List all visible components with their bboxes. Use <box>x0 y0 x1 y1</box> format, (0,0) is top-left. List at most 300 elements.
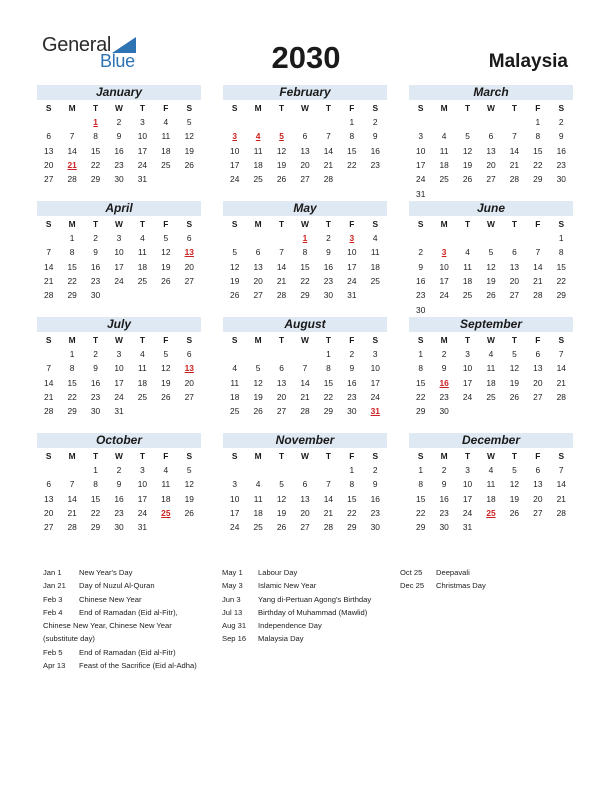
day-cell: 25 <box>137 276 148 287</box>
empty-day-cell <box>340 172 363 186</box>
day-cell: 18 <box>486 377 496 388</box>
week-row <box>409 477 573 491</box>
month-header: July <box>37 317 201 332</box>
day-cell: 28 <box>44 290 54 301</box>
day-cell: 13 <box>533 363 543 374</box>
country-name: Malaysia <box>488 51 568 72</box>
day-cell: 11 <box>161 131 171 142</box>
day-cell: 11 <box>463 261 472 272</box>
empty-day-cell <box>550 187 573 201</box>
weekday-label: M <box>440 102 448 113</box>
holiday-day-cell: 13 <box>184 247 194 258</box>
day-cell: 17 <box>370 377 380 388</box>
weekday-label: T <box>325 102 331 113</box>
week-row <box>409 245 573 259</box>
empty-day-cell <box>432 303 455 317</box>
holiday-entry <box>43 579 197 592</box>
day-cell: 8 <box>558 247 564 258</box>
day-cell: 2 <box>441 464 447 475</box>
day-cell: 22 <box>67 276 77 287</box>
day-cell: 22 <box>533 160 543 171</box>
weekday-header-row <box>223 101 387 115</box>
holiday-date: May 1 <box>222 568 243 577</box>
day-cell: 21 <box>44 276 54 287</box>
day-cell: 15 <box>90 145 101 156</box>
empty-day-cell <box>526 303 549 317</box>
day-cell: 2 <box>418 247 424 258</box>
weekday-header-row <box>409 217 573 231</box>
month-header: June <box>409 201 573 216</box>
weekday-label: T <box>278 102 285 113</box>
weekday-header-row <box>409 449 573 463</box>
day-cell: 28 <box>323 174 334 185</box>
day-cell: 1 <box>326 348 331 359</box>
day-cell: 30 <box>347 406 357 417</box>
holiday-name: Christmas Day <box>436 581 486 591</box>
empty-day-cell <box>293 347 316 361</box>
empty-day-cell <box>432 115 455 129</box>
weekday-label: T <box>139 218 145 229</box>
holiday-name: Labour Day <box>258 568 298 577</box>
weekday-label: M <box>440 450 448 461</box>
weekday-label: M <box>68 334 76 345</box>
weekday-label: T <box>464 334 471 345</box>
day-cell: 1 <box>535 116 541 127</box>
holiday-day-cell: 1 <box>93 116 98 127</box>
day-cell: 8 <box>93 131 98 142</box>
day-cell: 14 <box>44 261 54 272</box>
day-cell: 17 <box>114 377 124 388</box>
week-row <box>409 404 573 418</box>
day-cell: 17 <box>137 493 148 504</box>
day-cell: 2 <box>93 232 98 243</box>
day-cell: 18 <box>137 377 148 388</box>
holiday-day-cell: 3 <box>441 247 447 258</box>
day-cell: 4 <box>140 348 145 359</box>
day-cell: 8 <box>349 131 355 142</box>
day-cell: 24 <box>462 508 473 519</box>
day-cell: 27 <box>44 174 54 185</box>
weekday-label: S <box>45 218 52 229</box>
weekday-label: F <box>535 334 541 345</box>
holiday-date: Feb 4 <box>43 607 63 617</box>
day-cell: 6 <box>535 348 541 359</box>
day-cell: 26 <box>486 290 496 301</box>
weekday-label: S <box>417 218 424 229</box>
day-cell: 6 <box>512 247 517 258</box>
day-cell: 29 <box>90 174 101 185</box>
day-cell: 15 <box>416 493 426 504</box>
holiday-name: End of Ramadan (Eid al-Fitr) <box>79 647 176 657</box>
day-cell: 12 <box>509 479 520 490</box>
day-cell: 20 <box>533 493 543 504</box>
week-row <box>223 376 387 390</box>
empty-day-cell <box>246 231 269 245</box>
day-cell: 31 <box>137 522 148 533</box>
day-cell: 28 <box>556 508 566 519</box>
weekday-header-row <box>409 101 573 115</box>
empty-day-cell <box>178 404 201 418</box>
week-row <box>37 463 201 477</box>
week-row <box>37 144 201 158</box>
weekday-label: F <box>349 450 355 461</box>
day-cell: 30 <box>439 522 449 533</box>
day-cell: 22 <box>416 392 426 403</box>
day-cell: 23 <box>114 508 124 519</box>
day-cell: 10 <box>230 493 240 504</box>
day-cell: 1 <box>418 464 424 475</box>
empty-day-cell <box>131 288 154 302</box>
empty-day-cell <box>364 172 387 186</box>
day-cell: 19 <box>276 160 287 171</box>
empty-day-cell <box>270 463 293 477</box>
empty-day-cell <box>456 187 479 201</box>
weekday-label: S <box>45 334 52 345</box>
day-cell: 4 <box>488 348 494 359</box>
day-cell: 19 <box>184 145 194 156</box>
week-row <box>37 477 201 491</box>
empty-day-cell <box>154 404 177 418</box>
holiday-date: Feb 5 <box>43 647 63 657</box>
holiday-day-cell: 13 <box>184 363 194 374</box>
holiday-day-cell: 25 <box>161 508 171 519</box>
holiday-date: Jan 21 <box>43 581 66 591</box>
day-cell: 7 <box>326 131 331 142</box>
weekday-label: T <box>464 102 471 113</box>
week-row <box>37 347 201 361</box>
weekday-label: S <box>231 334 238 345</box>
week-row <box>409 303 573 317</box>
week-row <box>37 288 201 302</box>
week-row <box>223 115 387 129</box>
holiday-list-col-2 <box>222 566 371 646</box>
day-cell: 28 <box>556 392 566 403</box>
day-cell: 6 <box>302 479 308 490</box>
week-row <box>409 390 573 404</box>
month-august <box>223 317 387 419</box>
day-cell: 22 <box>67 392 77 403</box>
day-cell: 9 <box>349 363 355 374</box>
day-cell: 12 <box>276 493 287 504</box>
day-cell: 3 <box>140 464 145 475</box>
day-cell: 24 <box>370 392 380 403</box>
empty-day-cell <box>246 463 269 477</box>
holiday-day-cell: 31 <box>370 406 380 417</box>
day-cell: 26 <box>230 290 240 301</box>
day-cell: 14 <box>276 261 287 272</box>
month-header: February <box>223 85 387 100</box>
day-cell: 25 <box>462 290 473 301</box>
day-cell: 7 <box>46 363 52 374</box>
day-cell: 10 <box>439 261 449 272</box>
day-cell: 28 <box>533 290 543 301</box>
holiday-date: Jan 1 <box>43 568 62 577</box>
day-cell: 22 <box>90 160 101 171</box>
month-header: March <box>409 85 573 100</box>
month-header: May <box>223 201 387 216</box>
day-cell: 27 <box>184 276 194 287</box>
weekday-header-row <box>37 217 201 231</box>
day-cell: 27 <box>509 290 520 301</box>
day-cell: 16 <box>416 276 426 287</box>
month-october <box>37 433 201 535</box>
holiday-day-cell: 1 <box>302 232 308 243</box>
weekday-label: M <box>68 450 76 461</box>
holiday-date: Jul 13 <box>222 607 243 617</box>
day-cell: 12 <box>230 261 240 272</box>
weekday-label: M <box>254 218 262 229</box>
day-cell: 7 <box>279 247 284 258</box>
empty-day-cell <box>131 404 154 418</box>
day-cell: 19 <box>184 493 194 504</box>
day-cell: 26 <box>184 160 194 171</box>
day-cell: 25 <box>370 276 380 287</box>
day-cell: 2 <box>558 116 564 127</box>
day-cell: 20 <box>184 377 194 388</box>
day-cell: 14 <box>67 145 77 156</box>
weekday-label: W <box>115 450 123 461</box>
week-row <box>37 158 201 172</box>
empty-day-cell <box>456 115 479 129</box>
day-cell: 4 <box>232 363 238 374</box>
day-cell: 15 <box>533 145 543 156</box>
holiday-name: Day of Nuzul Al-Quran <box>79 581 155 591</box>
day-cell: 23 <box>114 160 124 171</box>
empty-day-cell <box>37 115 60 129</box>
holiday-day-cell: 3 <box>232 131 238 142</box>
day-cell: 21 <box>300 392 310 403</box>
holiday-name: Islamic New Year <box>258 581 317 591</box>
day-cell: 29 <box>556 290 566 301</box>
day-cell: 2 <box>116 116 122 127</box>
holiday-entry <box>222 632 371 645</box>
day-cell: 26 <box>276 522 287 533</box>
day-cell: 14 <box>533 261 543 272</box>
empty-day-cell <box>178 172 201 186</box>
day-cell: 13 <box>509 261 520 272</box>
day-cell: 12 <box>161 247 171 258</box>
week-row <box>223 288 387 302</box>
empty-day-cell <box>479 404 502 418</box>
holiday-day-cell: 25 <box>486 508 496 519</box>
day-cell: 26 <box>462 174 473 185</box>
day-cell: 27 <box>44 522 54 533</box>
day-cell: 7 <box>558 464 564 475</box>
day-cell: 12 <box>161 363 171 374</box>
day-cell: 14 <box>300 377 310 388</box>
day-cell: 21 <box>323 508 334 519</box>
day-cell: 23 <box>323 276 334 287</box>
week-row <box>223 274 387 288</box>
month-december <box>409 433 573 535</box>
day-cell: 13 <box>533 479 543 490</box>
week-row <box>223 492 387 506</box>
weekday-label: W <box>301 102 309 113</box>
day-cell: 6 <box>302 131 308 142</box>
day-cell: 7 <box>558 348 564 359</box>
empty-day-cell <box>178 288 201 302</box>
month-header: August <box>223 317 387 332</box>
week-row <box>409 144 573 158</box>
weekday-label: T <box>325 334 331 345</box>
day-cell: 15 <box>556 261 566 272</box>
weekday-label: T <box>464 218 471 229</box>
day-cell: 18 <box>161 493 171 504</box>
weekday-label: W <box>301 334 309 345</box>
day-cell: 30 <box>439 406 449 417</box>
holiday-date: Jun 3 <box>222 594 241 604</box>
day-cell: 10 <box>137 131 148 142</box>
day-cell: 16 <box>347 377 357 388</box>
empty-day-cell <box>178 520 201 534</box>
day-cell: 6 <box>279 363 284 374</box>
day-cell: 24 <box>416 174 426 185</box>
day-cell: 24 <box>230 174 240 185</box>
day-cell: 28 <box>276 290 287 301</box>
day-cell: 20 <box>533 377 543 388</box>
weekday-label: S <box>558 102 565 113</box>
empty-day-cell <box>432 231 455 245</box>
empty-day-cell <box>154 520 177 534</box>
weekday-label: F <box>535 218 541 229</box>
day-cell: 24 <box>137 508 148 519</box>
weekday-label: T <box>511 102 517 113</box>
day-cell: 29 <box>347 522 357 533</box>
day-cell: 3 <box>465 464 470 475</box>
day-cell: 18 <box>462 276 473 287</box>
day-cell: 7 <box>69 131 75 142</box>
weekday-label: S <box>417 334 424 345</box>
day-cell: 27 <box>533 392 543 403</box>
day-cell: 25 <box>137 392 148 403</box>
week-row <box>223 404 387 418</box>
day-cell: 15 <box>90 493 101 504</box>
day-cell: 31 <box>114 406 124 417</box>
weekday-label: F <box>349 102 355 113</box>
week-row <box>223 231 387 245</box>
day-cell: 3 <box>116 348 122 359</box>
day-cell: 14 <box>509 145 520 156</box>
day-cell: 21 <box>509 160 520 171</box>
weekday-label: W <box>487 450 495 461</box>
day-cell: 12 <box>276 145 287 156</box>
week-row <box>37 404 201 418</box>
month-march <box>409 85 573 201</box>
empty-day-cell <box>503 187 526 201</box>
holiday-entry <box>43 566 197 579</box>
day-cell: 28 <box>67 174 77 185</box>
day-cell: 9 <box>418 261 424 272</box>
day-cell: 9 <box>441 479 447 490</box>
day-cell: 7 <box>512 131 517 142</box>
holiday-name: Yang di-Pertuan Agong's Birthday <box>258 594 372 604</box>
day-cell: 4 <box>372 232 378 243</box>
month-april <box>37 201 201 303</box>
weekday-header-row <box>223 449 387 463</box>
day-cell: 30 <box>90 406 101 417</box>
week-row <box>409 492 573 506</box>
weekday-label: T <box>511 450 517 461</box>
day-cell: 20 <box>184 261 194 272</box>
day-cell: 22 <box>347 160 357 171</box>
empty-day-cell <box>503 303 526 317</box>
weekday-label: T <box>464 450 471 461</box>
day-cell: 15 <box>67 261 77 272</box>
day-cell: 6 <box>186 232 192 243</box>
week-row <box>37 361 201 375</box>
day-cell: 17 <box>462 493 473 504</box>
day-cell: 4 <box>465 247 470 258</box>
day-cell: 27 <box>300 522 310 533</box>
day-cell: 24 <box>347 276 357 287</box>
day-cell: 9 <box>116 131 122 142</box>
day-cell: 2 <box>372 464 378 475</box>
holiday-name: Malaysia Day <box>258 634 304 644</box>
day-cell: 19 <box>276 508 287 519</box>
weekday-label: S <box>186 334 193 345</box>
weekday-label: S <box>558 450 565 461</box>
day-cell: 8 <box>418 479 424 490</box>
holiday-name: Birthday of Muhammad (Mawlid) <box>258 607 368 617</box>
day-cell: 16 <box>323 261 334 272</box>
empty-day-cell <box>409 231 432 245</box>
weekday-label: M <box>254 334 262 345</box>
day-cell: 19 <box>509 377 520 388</box>
weekday-header-row <box>223 217 387 231</box>
day-cell: 20 <box>300 508 310 519</box>
day-cell: 13 <box>300 145 310 156</box>
weekday-header-row <box>37 101 201 115</box>
week-row <box>409 361 573 375</box>
empty-day-cell <box>503 231 526 245</box>
day-cell: 20 <box>486 160 496 171</box>
day-cell: 26 <box>161 276 171 287</box>
day-cell: 5 <box>186 464 192 475</box>
week-row <box>223 172 387 186</box>
day-cell: 16 <box>114 493 124 504</box>
day-cell: 9 <box>558 131 564 142</box>
day-cell: 14 <box>556 363 566 374</box>
day-cell: 1 <box>418 348 424 359</box>
day-cell: 21 <box>323 160 334 171</box>
weekday-label: S <box>231 218 238 229</box>
weekday-label: S <box>231 102 238 113</box>
week-row <box>409 129 573 143</box>
day-cell: 28 <box>44 406 54 417</box>
day-cell: 9 <box>93 363 98 374</box>
holiday-entry <box>400 566 486 579</box>
day-cell: 2 <box>93 348 98 359</box>
empty-day-cell <box>223 231 246 245</box>
empty-day-cell <box>317 463 340 477</box>
weekday-label: T <box>139 334 145 345</box>
weekday-label: W <box>301 218 309 229</box>
day-cell: 8 <box>69 363 75 374</box>
day-cell: 3 <box>418 131 424 142</box>
day-cell: 12 <box>184 479 194 490</box>
weekday-label: F <box>349 334 355 345</box>
empty-day-cell <box>526 520 549 534</box>
empty-day-cell <box>270 347 293 361</box>
day-cell: 30 <box>114 522 124 533</box>
day-cell: 24 <box>137 160 148 171</box>
day-cell: 11 <box>439 145 449 156</box>
weekday-label: T <box>278 334 285 345</box>
weekday-label: T <box>139 450 145 461</box>
week-row <box>223 506 387 520</box>
weekday-label: T <box>139 102 145 113</box>
day-cell: 10 <box>370 363 380 374</box>
